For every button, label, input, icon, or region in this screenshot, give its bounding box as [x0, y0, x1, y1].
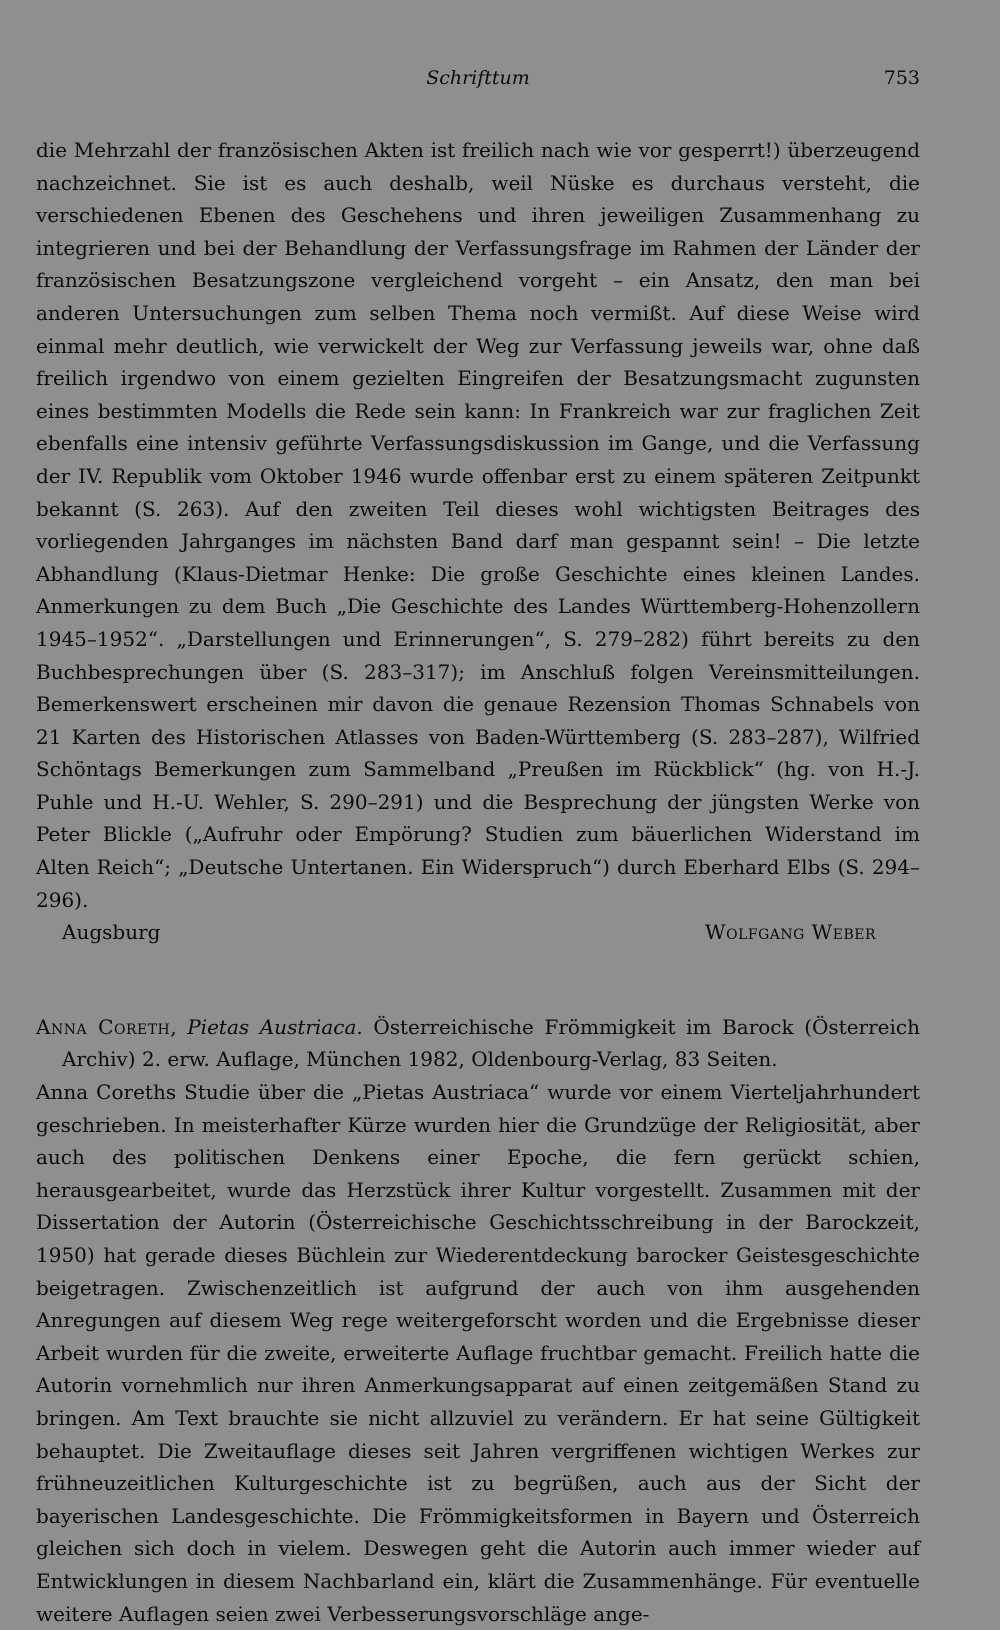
page-number: 753: [883, 67, 920, 89]
page-body: [36, 134, 920, 1630]
running-title: Schrifttum: [426, 67, 530, 89]
review-paragraph: Anna Coreths Studie über die „Pietas Austriaca“ wurde vor einem Vierteljahrhundert geschrieben. In meisterhafter Kürze wurden hier die Grundzüge der Religiosität, aber auch des politischen Denkens einer Epoche, die fern gerückt schien, herausgearbeitet, wurde das Herzstück ihrer Kultur vorgestellt. Zusammen mit der Dissertation der Autorin (Österreichische Geschichtsschreibung in der Barockzeit, 1950) hat gerade dieses Büchlein zur Wiederentdeckung barocker Geistesgeschichte beigetragen. Zwischenzeitlich ist aufgrund der auch von ihm ausgehenden Anregungen auf diesem Weg rege weitergeforscht worden und die Ergebnisse dieser Arbeit wurden für die zweite, erweiterte Auflage fruchtbar gemacht. Freilich hatte die Autorin vornehmlich nur ihren Anmerkungsapparat auf einen zeitgemäßen Stand zu bringen. Am Text brauchte sie nicht allzuviel zu verändern. Er hat seine Gültigkeit behauptet. Die Zweitauflage dieses seit Jahren vergriffenen wichtigen Werkes zur frühneuzeitlichen Kulturgeschichte ist zu begrüßen, auch aus der Sicht der bayerischen Landesgeschichte. Die Frömmigkeitsformen in Bayern und Österreich gleichen sich doch in vielem. Deswegen geht die Autorin auch immer wieder auf Entwicklungen in diesem Nachbarland ein, klärt die Zusammenhänge. Für eventuelle weitere Auflagen seien zwei Verbesserungsvorschläge ange-: [36, 1080, 920, 1626]
reviewed-book-details: . Österreichische Frömmigkeit im Barock (Österreich Archiv) 2. erw. Auflage, München 1982, Oldenbourg-Verlag, 83 Seiten.: [62, 1014, 920, 1072]
signoff-author: Wolfgang Weber: [705, 920, 876, 945]
running-header: [36, 64, 920, 92]
review-signoff: [36, 916, 920, 949]
reviewed-book-author: Anna Coreth: [36, 1014, 171, 1039]
signoff-place: Augsburg: [62, 920, 161, 945]
review-bibliographic-heading: Anna Coreth, Pietas Austriaca. Österreichische Frömmigkeit im Barock (Österreich Archiv) 2. erw. Auflage, München 1982, Oldenbourg-Verlag, 83 Seiten.: [36, 1014, 920, 1072]
reviewed-book-title: Pietas Austriaca: [187, 1014, 357, 1039]
review-continuation-paragraph: die Mehrzahl der französischen Akten ist freilich nach wie vor gesperrt!) überzeugend nachzeichnet. Sie ist es auch deshalb, weil Nüske es durchaus versteht, die verschiedenen Ebenen des Geschehens und ihren jeweiligen Zusammenhang zu integrieren und bei der Behandlung der Verfassungsfrage im Rahmen der Länder der französischen Besatzungszone vergleichend vorgeht – ein Ansatz, den man bei anderen Untersuchungen zum selben Thema noch vermißt. Auf diese Weise wird einmal mehr deutlich, wie verwickelt der Weg zur Verfassung jeweils war, ohne daß freilich irgendwo von einem gezielten Eingreifen der Besatzungsmacht zugunsten eines bestimmten Modells die Rede sein kann: In Frankreich war zur fraglichen Zeit ebenfalls eine intensiv geführte Verfassungsdiskussion im Gange, und die Verfassung der IV. Republik vom Oktober 1946 wurde offenbar erst zu einem späteren Zeitpunkt bekannt (S. 263). Auf den zweiten Teil dieses wohl wichtigsten Beitrages des vorliegenden Jahrganges im nächsten Band darf man gespannt sein! – Die letzte Abhandlung (Klaus-Dietmar Henke: Die große Geschichte eines kleinen Landes. Anmerkungen zu dem Buch „Die Geschichte des Landes Württemberg-Hohenzollern 1945–1952“. „Darstellungen und Erinnerungen“, S. 279–282) führt bereits zu den Buchbesprechungen über (S. 283–317); im Anschluß folgen Vereinsmitteilungen. Bemerkenswert erscheinen mir davon die genaue Rezension Thomas Schnabels von 21 Karten des Historischen Atlasses von Baden-Württemberg (S. 283–287), Wilfried Schöntags Bemerkungen zum Sammelband „Preußen im Rückblick“ (hg. von H.-J. Puhle und H.-U. Wehler, S. 290–291) und die Besprechung der jüngsten Werke von Peter Blickle („Aufruhr oder Empörung? Studien zum bäuerlichen Widerstand im Alten Reich“; „Deutsche Untertanen. Ein Widerspruch“) durch Eberhard Elbs (S. 294–296).: [36, 138, 920, 912]
